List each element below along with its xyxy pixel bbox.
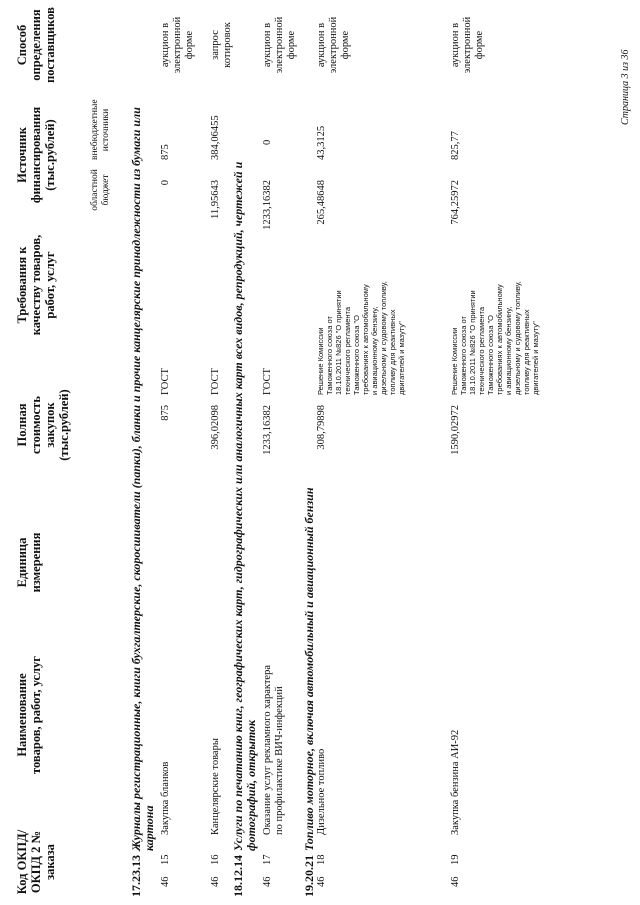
row-extrabudget: 384,06455 xyxy=(210,115,221,160)
header-unit: Единица измерения xyxy=(15,532,43,593)
row-regional: 764,25972 xyxy=(450,180,461,225)
row-extrabudget: 825,77 xyxy=(450,131,461,160)
row-name: Дизельное топливо xyxy=(316,748,327,835)
subheader-extrabudget: внебюджетные источники xyxy=(90,99,111,160)
row-code-a: 46 xyxy=(450,876,461,887)
row-method: запрос котировок xyxy=(210,22,233,68)
row-method: аукцион в электронной форме xyxy=(262,16,297,74)
header-financing: Источник финансирования (тыс.рублей) xyxy=(15,106,57,204)
section-heading xyxy=(303,487,316,897)
section-code: 18.12.14 xyxy=(231,855,245,897)
section-code: 19.20.21 xyxy=(302,855,316,897)
row-requirement: ГОСТ xyxy=(160,368,171,395)
row-requirement: Решение Комиссии Таможенного союза от 18.10.2011 №826 "О принятии технического регламента Таможенного союза "О требованиях к автомобильному и авиационному бензину, дизельному и судовому топливу, топливу для реактивных двигателей и мазуту" xyxy=(450,281,540,395)
row-cost: 875 xyxy=(160,405,171,421)
header-cost: Полная стоимость закупок (тыс.рублей) xyxy=(15,389,71,461)
section-title: Топливо моторное, включая автомобильный и авиационный бензин xyxy=(302,487,316,851)
row-code-b: 16 xyxy=(210,854,221,865)
section-title: Журналы регистрационные, книги бухгалтерские, скоросшиватели (папки), бланки и прочие канцелярские принадлежности из бумаги или xyxy=(129,107,143,851)
row-regional: 0 xyxy=(160,180,171,186)
row-method: аукцион в электронной форме xyxy=(450,16,485,74)
row-extrabudget: 875 xyxy=(160,144,171,160)
page-number: Страница 3 из 36 xyxy=(620,49,631,125)
row-cost: 308,79898 xyxy=(316,405,327,450)
row-cost: 396,02098 xyxy=(210,405,221,450)
subheader-regional: областной бюджет xyxy=(90,169,111,211)
row-code-a: 46 xyxy=(262,876,273,887)
row-name: Канцелярские товары xyxy=(210,738,221,835)
row-method: аукцион в электронной форме xyxy=(316,16,351,74)
section-title-cont: картона xyxy=(142,805,156,851)
header-code: Код ОКПД/ ОКПД 2 № заказа xyxy=(15,829,57,895)
row-extrabudget: 43,3125 xyxy=(316,125,327,160)
row-code-a: 46 xyxy=(316,876,327,887)
header-name: Наименование товаров, работ, услуг xyxy=(15,656,43,774)
row-name: Закупка бланков xyxy=(160,761,171,835)
row-regional: 265,48648 xyxy=(316,180,327,225)
section-title-cont: фотографий, открыток xyxy=(244,719,258,851)
row-regional: 11,95643 xyxy=(210,180,221,219)
row-code-a: 46 xyxy=(160,876,171,887)
row-code-b: 18 xyxy=(316,854,327,865)
section-heading xyxy=(232,162,258,897)
section-title: Услуги по печатанию книг, географических карт, гидрографических или аналогичных карт всех видов, репродукций, чертежей и xyxy=(231,161,245,851)
row-cost: 1590,02972 xyxy=(450,405,461,455)
row-cost: 1233,16382 xyxy=(262,405,273,455)
row-method: аукцион в электронной форме xyxy=(160,16,195,74)
row-regional: 1233,16382 xyxy=(262,180,273,230)
row-requirement: ГОСТ xyxy=(210,368,221,395)
row-requirement: ГОСТ xyxy=(262,368,273,395)
row-code-a: 46 xyxy=(210,876,221,887)
row-code-b: 19 xyxy=(450,854,461,865)
row-code-b: 17 xyxy=(262,854,273,865)
row-extrabudget: 0 xyxy=(262,139,273,145)
header-method: Способ определения поставщиков xyxy=(15,7,57,83)
row-requirement: Решение Комиссии Таможенного союза от 18.10.2011 №826 "О принятии технического регламента Таможенного союза "О требованиях к автомобильному и авиационному бензину, дизельному и судовому топливу, топливу для реактивных двигателей и мазуту" xyxy=(316,281,406,395)
row-name: Оказание услуг рекламного характера по профилактике ВИЧ-инфекций xyxy=(262,665,285,835)
section-code: 17.23.13 xyxy=(129,855,143,897)
row-code-b: 15 xyxy=(160,854,171,865)
row-name: Закупка бензина АИ-92 xyxy=(450,729,461,835)
section-heading xyxy=(130,107,156,897)
header-requirements: Требования к качеству товаров, работ, услуг xyxy=(15,234,57,336)
